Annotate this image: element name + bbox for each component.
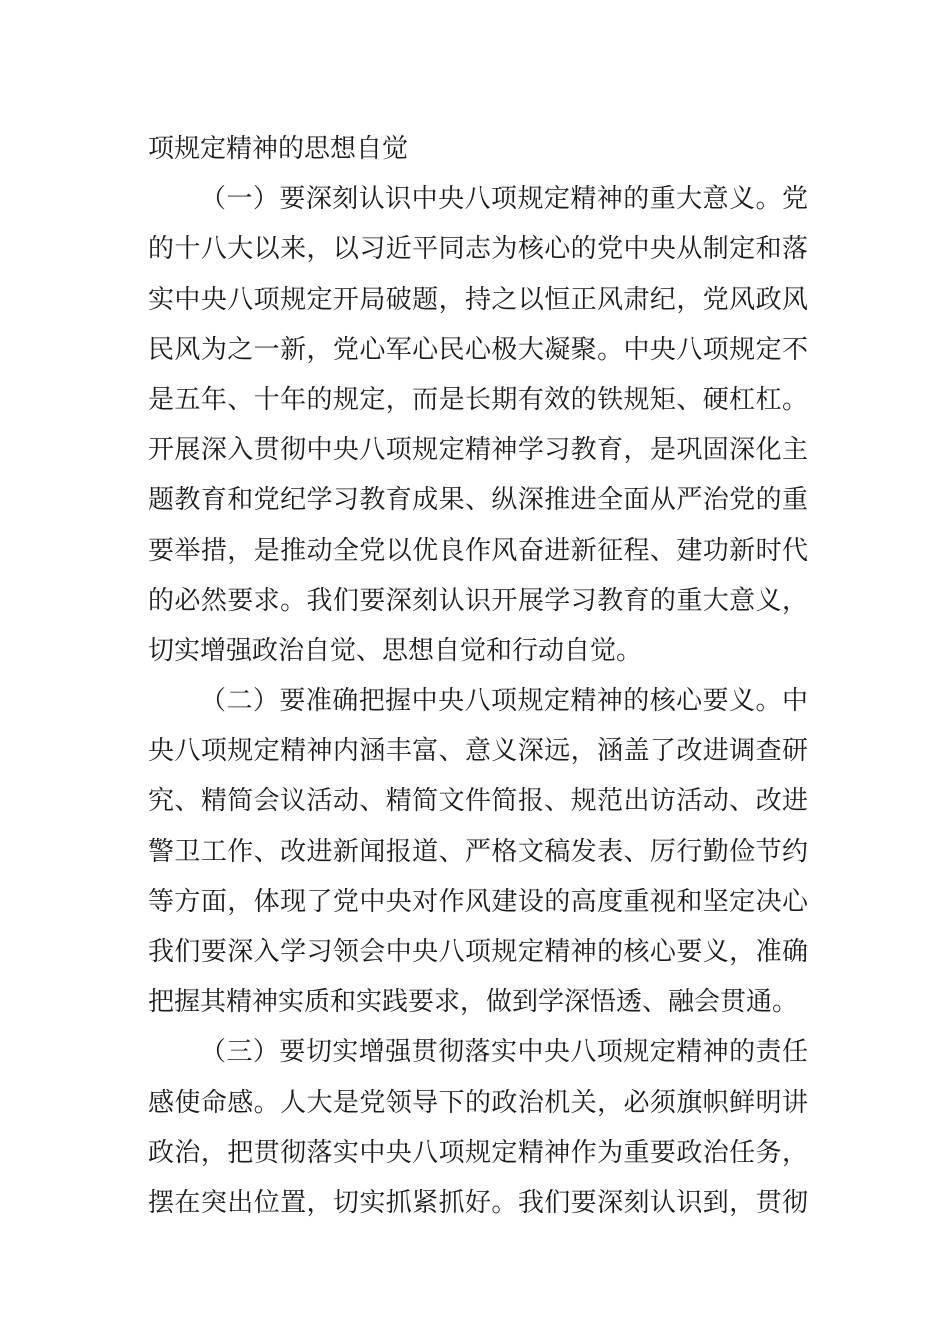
text-line: 的必然要求。我们要深刻认识开展学习教育的重大意义，	[148, 585, 808, 616]
text-line: 开展深入贯彻中央八项规定精神学习教育，是巩固深化主	[148, 435, 808, 466]
text-line: 项规定精神的思想自觉	[148, 134, 409, 164]
text-line: 把握其精神实质和实践要求，做到学深悟透、融会贯通。	[148, 987, 799, 1018]
text-line: 切实增强政治自觉、思想自觉和行动自觉。	[148, 635, 643, 666]
text-line: 题教育和党纪学习教育成果、纵深推进全面从严治党的重	[148, 485, 808, 516]
text-line: 感使命感。人大是党领导下的政治机关，必须旗帜鲜明讲	[148, 1087, 808, 1118]
text-line: 要举措，是推动全党以优良作风奋进新征程、建功新时代	[148, 535, 808, 566]
text-line: 摆在突出位置，切实抓紧抓好。我们要深刻认识到，贯彻	[148, 1187, 808, 1218]
document-body	[148, 124, 808, 1228]
text-line: 警卫工作、改进新闻报道、严格文稿发表、厉行勤俭节约	[148, 836, 808, 867]
text-line: 我们要深入学习领会中央八项规定精神的核心要义，准确	[148, 937, 808, 967]
paragraph-3-heading-line: （三）要切实增强贯彻落实中央八项规定精神的责任	[200, 1037, 808, 1068]
text-line: 是五年、十年的规定，而是长期有效的铁规矩、硬杠杠。	[148, 384, 808, 415]
text-line: 民风为之一新，党心军心民心极大凝聚。中央八项规定不	[148, 334, 808, 365]
text-line: 政治，把贯彻落实中央八项规定精神作为重要政治任务，	[148, 1137, 808, 1168]
text-line: 的十八大以来，以习近平同志为核心的党中央从制定和落	[148, 234, 808, 265]
paragraph-1-heading-line: （一）要深刻认识中央八项规定精神的重大意义。党	[200, 184, 808, 215]
text-line: 实中央八项规定开局破题，持之以恒正风肃纪，党风政风	[148, 284, 808, 315]
text-line: 等方面，体现了党中央对作风建设的高度重视和坚定决心	[148, 886, 808, 917]
paragraph-2-heading-line: （二）要准确把握中央八项规定精神的核心要义。中	[200, 686, 808, 717]
text-line: 究、精简会议活动、精简文件简报、规范出访活动、改进	[148, 786, 808, 817]
text-line: 央八项规定精神内涵丰富、意义深远，涵盖了改进调查研	[148, 736, 808, 767]
